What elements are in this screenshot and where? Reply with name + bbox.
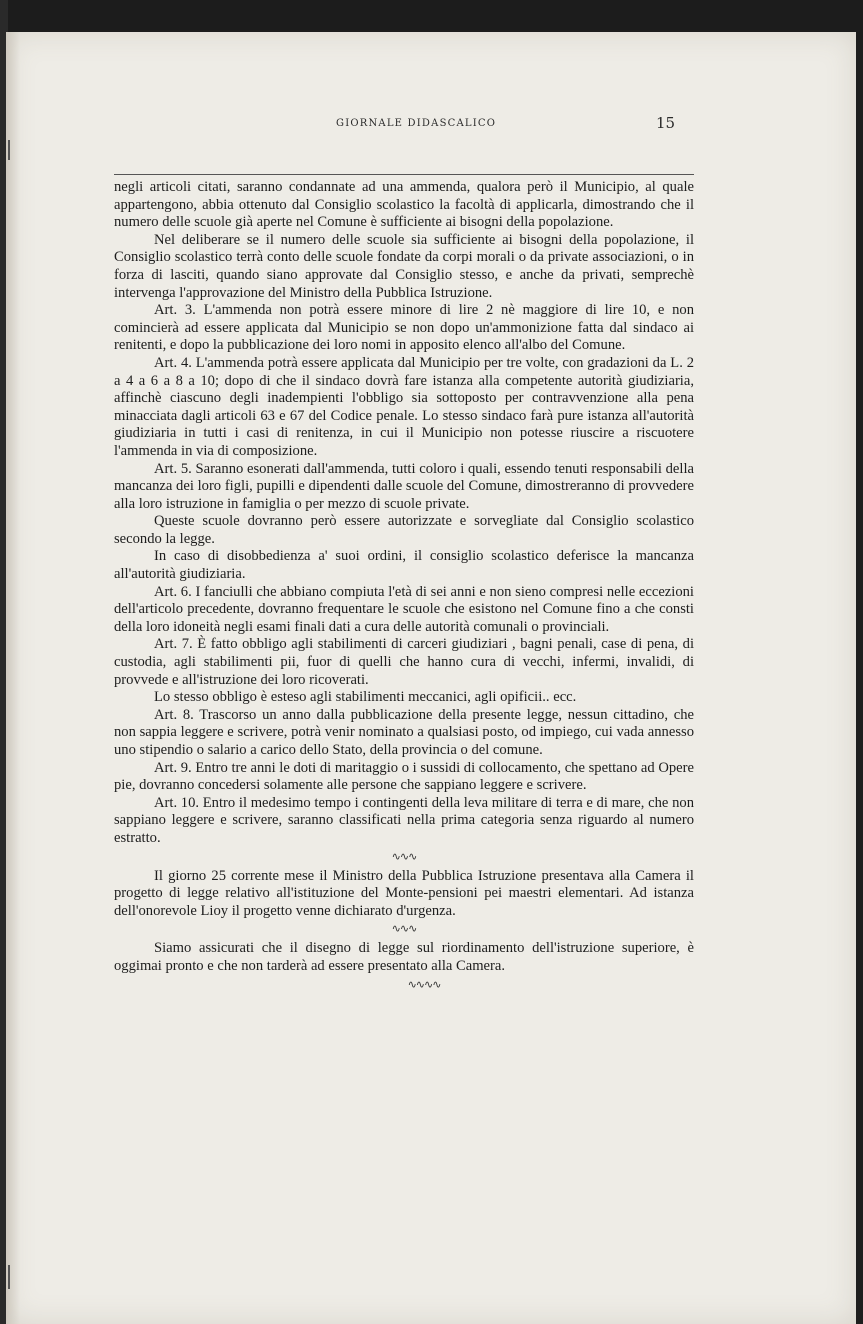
- header-rule: [114, 174, 694, 175]
- page-header: [6, 114, 856, 138]
- section-separator: ∿∿∿: [391, 850, 417, 863]
- paragraph: Art. 5. Saranno esonerati dall'ammenda, tutti coloro i quali, essendo tenuti responsabili della mancanza dei loro figli, pupilli e dipendenti dalle scuole del Comune, dimostreranno di provvedere alla loro istruzione in famiglia o per mezzo di scuole private.: [114, 460, 694, 512]
- page-number: 15: [656, 114, 676, 132]
- running-title: GIORNALE DIDASCALICO: [336, 118, 497, 129]
- scan-edge-mark: [8, 1265, 10, 1289]
- section-separator: ∿∿∿: [391, 923, 417, 936]
- page-spine-shadow: [6, 32, 20, 1324]
- paragraph: In caso di disobbedienza a' suoi ordini, il consiglio scolastico deferisce la mancanza all'autorità giudiziaria.: [114, 548, 694, 583]
- paragraph: negli articoli citati, saranno condannate ad una ammenda, qualora però il Municipio, al quale appartengono, abbia ottenuto dal Consiglio scolastico la facoltà di applicarla, dimostrando che il numero delle scuole già aperte nel Comune è sufficiente ai bisogni della popolazione.: [114, 179, 694, 231]
- paragraph: Art. 7. È fatto obbligo agli stabilimenti di carceri giudiziari , bagni penali, case di pena, di custodia, agli stabilimenti pii, fuor di quelli che hanno cura di vecchi, infermi, invalidi, di provvede e all'istruzione dei loro ricoverati.: [114, 636, 694, 688]
- news-paragraph: Il giorno 25 corrente mese il Ministro della Pubblica Istruzione presentava alla Camera il progetto di legge relativo all'istituzione del Monte-pensioni pei maestri elementari. Ad istanza dell'onorevole Lioy il progetto venne dichiarato d'urgenza.: [114, 867, 694, 919]
- document-page: [6, 32, 856, 1324]
- paragraph: Lo stesso obbligo è esteso agli stabilimenti meccanici, agli opificii.. ecc.: [154, 689, 577, 706]
- paragraph: Art. 10. Entro il medesimo tempo i contingenti della leva militare di terra e di mare, che non sappiano leggere e scrivere, saranno classificati nella prima categoria senza riguardo al numero estratto.: [114, 794, 694, 846]
- article-body: [114, 179, 694, 996]
- paragraph: Art. 9. Entro tre anni le doti di maritaggio o i sussidi di collocamento, che spettano ad Opere pie, dovranno concedersi solamente alle persone che sappiano leggere e scrivere.: [114, 759, 694, 794]
- section-separator: ∿∿∿∿: [407, 978, 441, 991]
- scan-edge-mark: [8, 140, 10, 160]
- paragraph: Art. 4. L'ammenda potrà essere applicata dal Municipio per tre volte, con gradazioni da L. 2 a 4 a 6 a 8 a 10; dopo di che il sindaco dovrà fare istanza alla competente autorità giudiziaria, affinchè ciascuno degli inadempienti l'obbligo sia sottoposto per contravvenzione alla pena minacciata dagli articoli 63 e 67 del Codice penale. Lo stesso sindaco farà pure istanza all'autorità giudiziaria in tutti i casi di renitenza, in cui il Municipio non potesse riuscire a riscuotere l'ammenda in via di composizione.: [114, 354, 694, 459]
- paragraph: Art. 6. I fanciulli che abbiano compiuta l'età di sei anni e non sieno compresi nelle eccezioni dell'articolo precedente, dovranno frequentare le scuole che esistono nel Comune fino a che consti della loro idoneità negli esami finali dati a cura delle autorità comunali o provinciali.: [114, 583, 694, 635]
- paragraph: Nel deliberare se il numero delle scuole sia sufficiente ai bisogni della popolazione, il Consiglio scolastico terrà conto delle scuole fondate da corpi morali o da private associazioni, o in forza di lasciti, quando siano approvate dal Consiglio stesso, e anche da privati, semprechè intervenga l'approvazione del Ministro della Pubblica Istruzione.: [114, 231, 694, 301]
- news-paragraph: Siamo assicurati che il disegno di legge sul riordinamento dell'istruzione superiore, è oggimai pronto e che non tarderà ad essere presentato alla Camera.: [114, 940, 694, 974]
- paragraph: Queste scuole dovranno però essere autorizzate e sorvegliate dal Consiglio scolastico secondo la legge.: [114, 513, 694, 547]
- paragraph: Art. 3. L'ammenda non potrà essere minore di lire 2 nè maggiore di lire 10, e non comincierà ad essere applicata dal Municipio se non dopo un'ammonizione fatta dal sindaco ai renitenti, e dopo la pubblicazione dei loro nomi in apposito elenco all'albo del Comune.: [114, 302, 694, 354]
- paragraph: Art. 8. Trascorso un anno dalla pubblicazione della presente legge, nessun cittadino, che non sappia leggere e scrivere, potrà venir nominato a qualsiasi posto, od impiego, cui vada annesso uno stipendio o salario a carico dello Stato, della provincia o del comune.: [114, 706, 694, 758]
